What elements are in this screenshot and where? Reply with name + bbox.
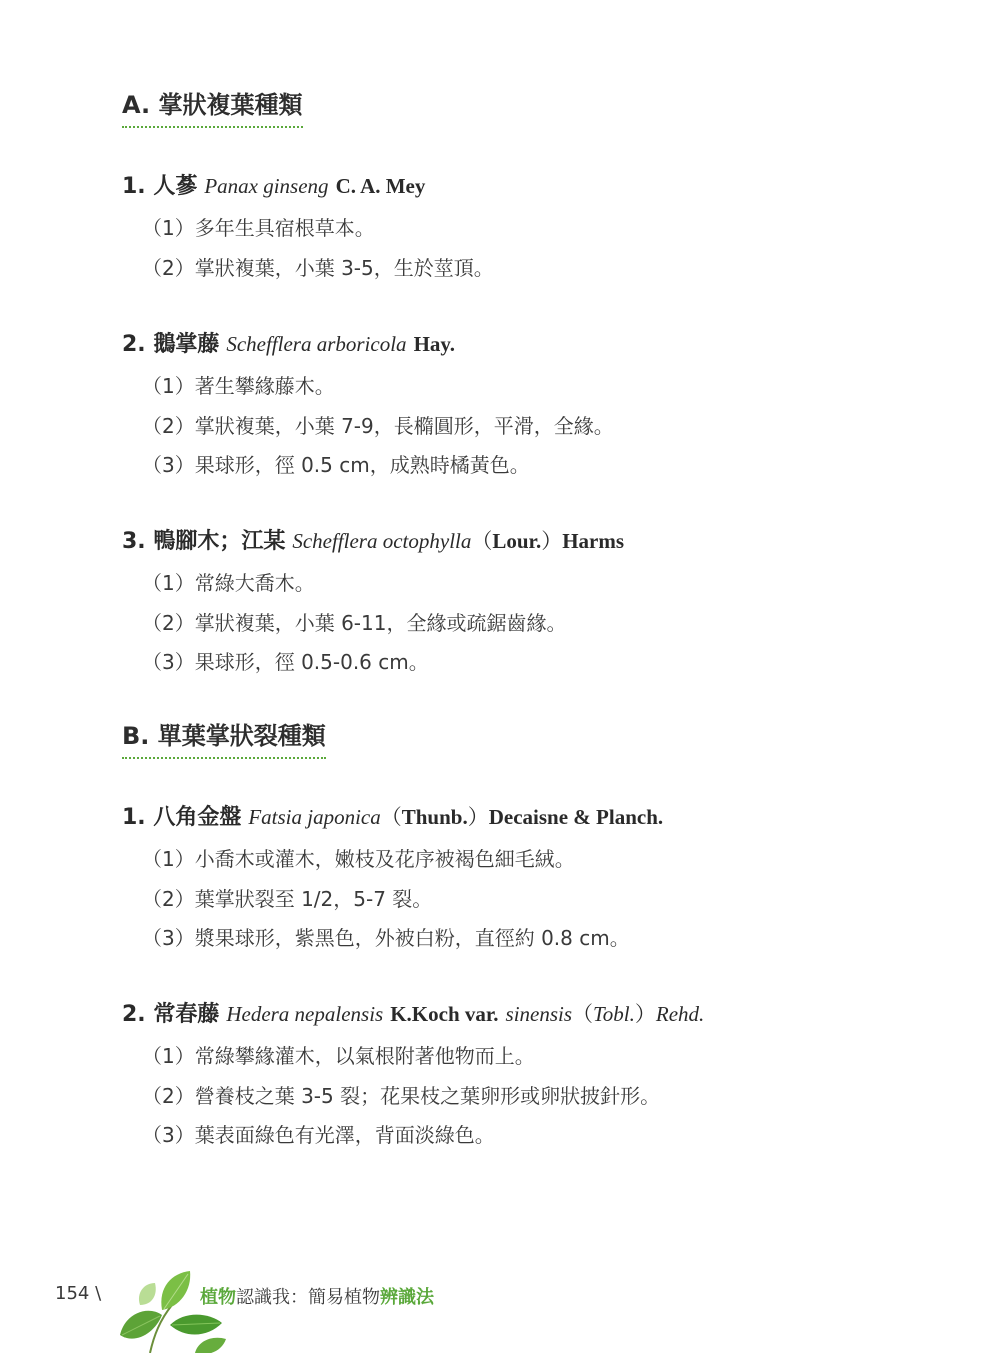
section-header-b-text: B. 單葉掌狀裂種類 — [122, 722, 326, 750]
species-items — [122, 564, 942, 683]
species-name: 3. 鴨腳木；江某 — [122, 529, 286, 554]
species-title — [122, 802, 942, 833]
scientific-name-part: （ — [380, 805, 402, 829]
scientific-name-part: Schefflera arboricola — [226, 332, 407, 356]
species-item: （3）漿果球形，紫黑色，外被白粉，直徑約 0.8 cm。 — [142, 926, 630, 950]
scientific-name-part: Rehd. — [655, 1002, 705, 1026]
page-number: 154 \ — [55, 1283, 102, 1304]
species-title — [122, 329, 942, 360]
book-title-part: 植物 — [200, 1287, 236, 1308]
scientific-name-part: ） — [467, 805, 489, 829]
species-name: 1. 八角金盤 — [122, 805, 242, 830]
species-title — [122, 526, 942, 557]
scientific-name-part: Fatsia japonica — [248, 805, 381, 829]
species-title — [122, 171, 942, 202]
species-title — [122, 999, 942, 1030]
book-title-part: 認識我：簡易植物 — [236, 1287, 380, 1308]
scientific-name — [248, 805, 663, 830]
species-name: 1. 人蔘 — [122, 174, 198, 199]
species-item: （2）葉掌狀裂至 1/2，5-7 裂。 — [142, 886, 433, 911]
scientific-name-part: K.Koch var. — [390, 1002, 499, 1026]
species-item: （1）多年生具宿根草本。 — [142, 216, 375, 240]
species-item: （1）小喬木或灌木，嫩枝及花序被褐色細毛絨。 — [142, 847, 575, 871]
species-item: （3）果球形，徑 0.5-0.6 cm。 — [142, 650, 429, 674]
species-item: （2）掌狀複葉，小葉 7-9，長橢圓形，平滑，全緣。 — [142, 413, 614, 438]
species-name: 2. 常春藤 — [122, 1002, 220, 1027]
scientific-name-part: Tobl. — [593, 1002, 635, 1026]
scientific-name-part: Lour. — [492, 529, 542, 553]
species-block — [122, 802, 942, 959]
scientific-name-part: sinensis — [505, 1002, 573, 1026]
leaf-sprig-icon — [100, 1265, 240, 1353]
scientific-name — [292, 529, 624, 554]
scientific-name-part: （ — [572, 1002, 594, 1026]
scientific-name — [226, 1002, 704, 1027]
book-title — [200, 1283, 434, 1309]
species-items — [122, 367, 942, 486]
species-item: （2）掌狀複葉，小葉 6-11，全緣或疏鋸齒緣。 — [142, 610, 567, 635]
scientific-name-part: Hedera nepalensis — [226, 1002, 384, 1026]
section-header-a-text: A. 掌狀複葉種類 — [122, 91, 303, 119]
species-block — [122, 526, 942, 683]
scientific-name-part: Panax ginseng — [204, 174, 329, 198]
scientific-name-part: Decaisne & Planch. — [488, 805, 664, 829]
section-header-a — [122, 90, 303, 126]
section-header-b-underline — [122, 757, 326, 759]
page-footer — [0, 1265, 1000, 1353]
scientific-name-part: ） — [634, 1002, 656, 1026]
species-item: （3）果球形，徑 0.5 cm，成熟時橘黃色。 — [142, 453, 530, 477]
species-block — [122, 999, 942, 1156]
scientific-name-part: Thunb. — [401, 805, 468, 829]
species-items — [122, 840, 942, 959]
species-name: 2. 鵝掌藤 — [122, 332, 220, 357]
scientific-name — [204, 174, 425, 199]
book-title-part: 辨識法 — [380, 1287, 434, 1308]
species-item: （1）常綠攀緣灌木，以氣根附著他物而上。 — [142, 1044, 535, 1068]
section-header-b — [122, 721, 326, 757]
species-item: （2）掌狀複葉，小葉 3-5，生於莖頂。 — [142, 255, 494, 280]
scientific-name — [226, 332, 455, 357]
species-item: （1）常綠大喬木。 — [142, 571, 315, 595]
species-items — [122, 1037, 942, 1156]
species-block — [122, 329, 942, 486]
species-items — [122, 209, 942, 288]
scientific-name-part: C. A. Mey — [335, 174, 426, 198]
species-item: （2）營養枝之葉 3-5 裂；花果枝之葉卵形或卵狀披針形。 — [142, 1083, 661, 1108]
scientific-name-part: ） — [541, 529, 563, 553]
species-item: （3）葉表面綠色有光澤，背面淡綠色。 — [142, 1123, 495, 1147]
species-item: （1）著生攀緣藤木。 — [142, 374, 335, 398]
scientific-name-part: Hay. — [413, 332, 455, 356]
section-header-a-underline — [122, 126, 303, 128]
scientific-name-part: Schefflera octophylla — [292, 529, 472, 553]
scientific-name-part: Harms — [562, 529, 625, 553]
scientific-name-part: （ — [471, 529, 493, 553]
species-block — [122, 171, 942, 288]
